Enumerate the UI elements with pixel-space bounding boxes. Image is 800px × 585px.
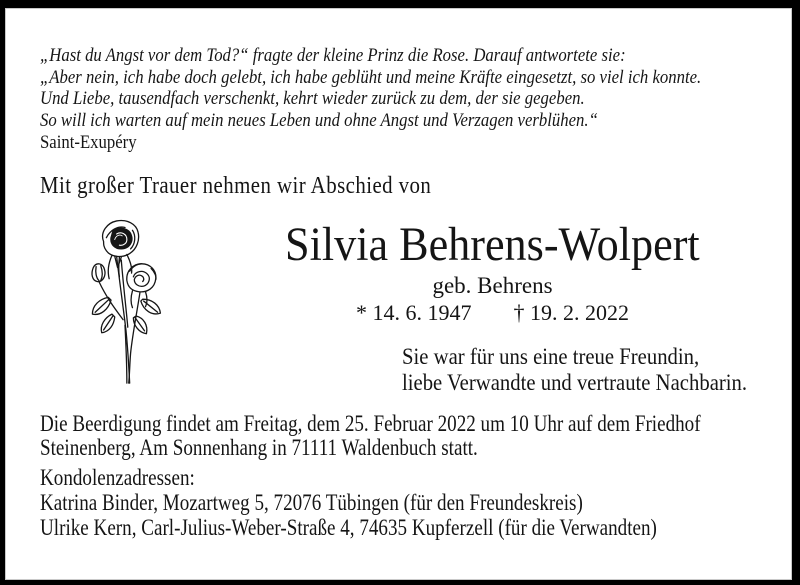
- tribute-line: liebe Verwandte und vertraute Nachbarin.: [402, 369, 748, 395]
- quote-attribution: Saint-Exupéry: [40, 132, 137, 153]
- condolence-heading: Kondolenzadressen:: [40, 465, 195, 490]
- death-date: † 19. 2. 2022: [513, 300, 629, 325]
- birth-date: * 14. 6. 1947: [356, 300, 472, 325]
- quote-line: Und Liebe, tausendfach verschenkt, kehrt wieder zurück zu dem, der sie gegeben.: [40, 88, 585, 109]
- tribute-line: Sie war für uns eine treue Freundin,: [402, 344, 700, 369]
- announcement-intro: Mit großer Trauer nehmen wir Abschied von: [40, 173, 432, 199]
- rose-sketch-icon: [84, 213, 166, 391]
- quote-line: So will ich warten auf mein neues Leben und ohne Angst und Verzagen verblühen.“: [40, 109, 598, 131]
- tribute-text: [402, 344, 780, 395]
- condolence-block: [40, 465, 787, 540]
- condolence-address: Katrina Binder, Mozartweg 5, 72076 Tübingen (für den Freundeskreis): [40, 490, 583, 515]
- deceased-block: [230, 218, 755, 326]
- birth-name: geb. Behrens: [432, 273, 553, 298]
- deceased-name: Silvia Behrens-Wolpert: [285, 218, 700, 271]
- quote-line: „Hast du Angst vor dem Tod?“ fragte der kleine Prinz die Rose. Darauf antwortete sie:: [40, 45, 626, 66]
- condolence-address: Ulrike Kern, Carl-Julius-Weber-Straße 4, 74635 Kupferzell (für die Verwandten): [40, 515, 657, 540]
- memorial-quote: [40, 45, 726, 154]
- funeral-line: Steinenberg, Am Sonnenhang in 71111 Waldenbuch statt.: [40, 434, 478, 460]
- life-dates: [230, 300, 755, 326]
- quote-line: „Aber nein, ich habe doch gelebt, ich habe geblüht und meine Kräfte eingesetzt, so viel ich konnte.: [40, 66, 702, 88]
- funeral-details: [40, 412, 787, 459]
- funeral-line: Die Beerdigung findet am Freitag, dem 25. Februar 2022 um 10 Uhr auf dem Friedhof: [40, 411, 701, 436]
